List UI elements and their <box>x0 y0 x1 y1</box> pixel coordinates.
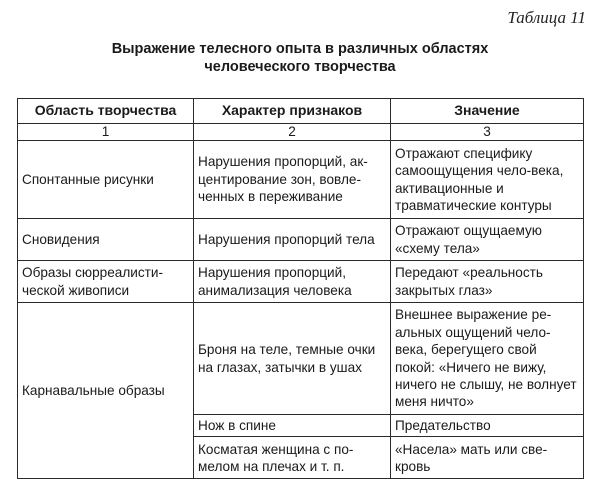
table-row <box>18 261 584 303</box>
table-row <box>18 219 584 261</box>
data-table <box>17 98 584 479</box>
column-number: 3 <box>391 124 584 141</box>
table-title <box>0 40 600 76</box>
cell-meaning: Отражают ощущаемую «схему тела» <box>391 219 584 261</box>
cell-signs: Нарушения пропорций, анимализация человека <box>194 261 391 303</box>
cell-signs: Нарушения пропорций тела <box>194 219 391 261</box>
cell-area: Карнавальные образы <box>18 303 194 479</box>
cell-meaning: «Насела» мать или све-кровь <box>391 437 584 479</box>
cell-meaning: Предательство <box>391 415 584 437</box>
column-numbers-row <box>18 124 584 141</box>
cell-area: Сновидения <box>18 219 194 261</box>
column-number: 2 <box>194 124 391 141</box>
header-signs: Характер признаков <box>194 99 391 124</box>
cell-meaning: Внешнее выражение ре-альных ощущений чело-века, берегущего свой покой: «Ничего не вижу, ничего не слышу, не волнует меня ничто» <box>391 303 584 415</box>
table-row <box>18 303 584 415</box>
title-line-1: Выражение телесного опыта в различных областях <box>111 41 489 57</box>
header-meaning: Значение <box>391 99 584 124</box>
cell-meaning: Отражают специфику самоощущения чело-века, активационные и травматические контуры <box>391 141 584 219</box>
cell-area: Образы сюрреалисти-ческой живописи <box>18 261 194 303</box>
cell-area: Спонтанные рисунки <box>18 141 194 219</box>
cell-meaning: Передают «реальность закрытых глаз» <box>391 261 584 303</box>
cell-signs: Нарушения пропорций, ак-центирование зон, вовле-ченных в переживание <box>194 141 391 219</box>
table-row <box>18 141 584 219</box>
table-label: Таблица 11 <box>507 8 586 27</box>
column-number: 1 <box>18 124 194 141</box>
header-area: Область творчества <box>18 99 194 124</box>
title-line-2: человеческого творчества <box>204 59 396 75</box>
cell-signs: Броня на теле, темные очки на глазах, затычки в ушах <box>194 303 391 415</box>
header-row <box>18 99 584 124</box>
cell-signs: Косматая женщина с по-мелом на плечах и т. п. <box>194 437 391 479</box>
cell-signs: Нож в спине <box>194 415 391 437</box>
